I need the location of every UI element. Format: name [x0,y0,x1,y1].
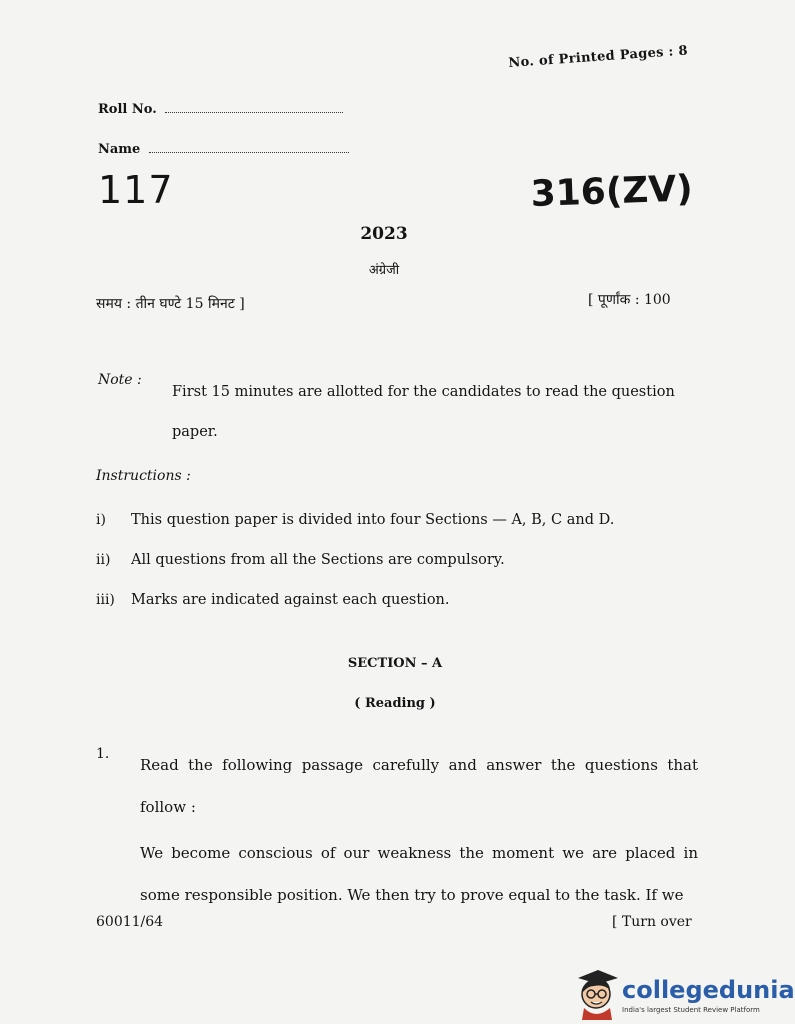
instruction-number: i) [96,512,106,528]
name-field [98,140,349,157]
paper-number: 117 [98,168,174,212]
watermark-brand: collegedunia [622,976,795,1004]
note-label: Note : [98,372,142,388]
instructions-title: Instructions : [96,468,191,484]
maximum-marks: [ पूर्णांक : 100 [588,292,671,308]
question-number: 1. [96,746,110,762]
mascot-icon [574,966,620,1020]
roll-number-blank [165,100,343,113]
roll-number-field [98,100,343,117]
subject-name: अंग्रेजी [368,263,400,278]
roll-number-label: Roll No. [98,102,157,117]
instruction-number: ii) [96,552,111,568]
watermark-tagline: India's largest Student Review Platform [622,1006,760,1014]
name-label: Name [98,142,141,157]
turn-over-note: [ Turn over [612,914,692,930]
question-text: Read the following passage carefully and answer the questions that follow : [140,756,698,816]
instruction-text: Marks are indicated against each question. [131,592,450,608]
note-text: First 15 minutes are allotted for the candidates to read the question paper. [172,384,675,440]
printed-pages: No. of Printed Pages : 8 [508,43,689,71]
instruction-text: All questions from all the Sections are compulsory. [131,552,505,568]
paper-code: 316(ZV) [530,168,694,215]
name-blank [149,140,349,153]
section-subtitle: ( Reading ) [354,696,436,711]
instruction-number: iii) [96,592,115,608]
reading-passage: We become conscious of our weakness the moment we are placed in some responsible position. We then try to prove equal to the task. If we [140,844,698,904]
exam-duration: समय : तीन घण्टे 15 मिनट ] [96,296,245,312]
instruction-text: This question paper is divided into four Sections — A, B, C and D. [131,512,615,528]
section-title: SECTION – A [347,656,443,671]
footer-code: 60011/64 [96,914,164,930]
exam-year: 2023 [360,224,408,244]
